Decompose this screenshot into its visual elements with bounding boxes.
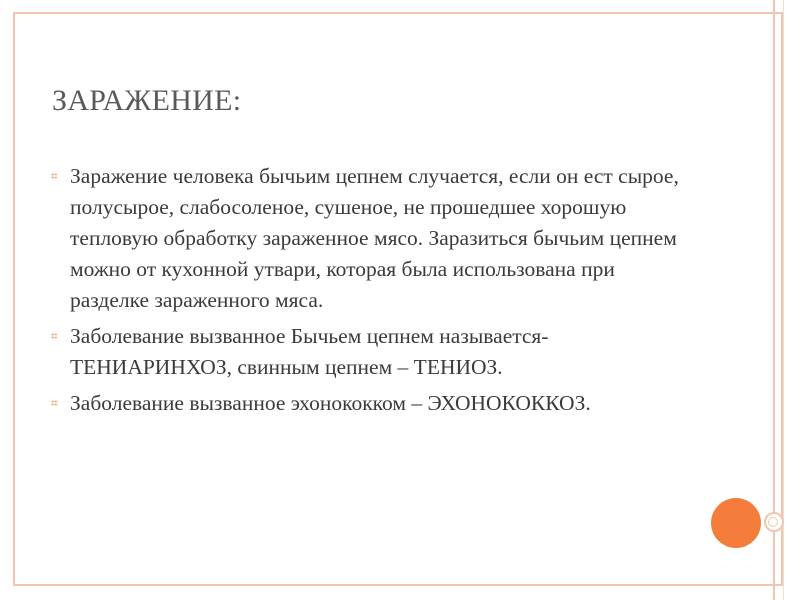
decorative-ring-inner xyxy=(768,517,778,527)
list-item-text: Заболевание вызванное эхонококком – ЭХОНОКОККОЗ. xyxy=(70,391,591,415)
bullet-list xyxy=(50,161,690,424)
list-item xyxy=(50,388,690,419)
slide-title: ЗАРАЖЕНИЕ: xyxy=(52,84,242,117)
bullet-icon: ⌗ xyxy=(51,329,58,343)
list-item xyxy=(50,161,690,316)
decorative-vertical-line xyxy=(773,0,775,600)
list-item xyxy=(50,321,690,383)
decorative-vertical-line-thin xyxy=(783,0,784,600)
bullet-icon: ⌗ xyxy=(51,169,58,183)
bullet-icon: ⌗ xyxy=(51,396,58,410)
list-item-text: Заражение человека бычьим цепнем случается, если он ест сырое, полусырое, слабосоленое, сушеное, не прошедшее хорошую тепловую обработку зараженное мясо. Заразиться бычьим цепнем можно от кухонной утвари, которая была использована при разделке зараженного мяса. xyxy=(70,164,679,312)
decorative-orange-circle xyxy=(711,498,761,548)
list-item-text: Заболевание вызванное Бычьем цепнем называется- ТЕНИАРИНХОЗ, свинным цепнем – ТЕНИОЗ. xyxy=(70,324,549,379)
